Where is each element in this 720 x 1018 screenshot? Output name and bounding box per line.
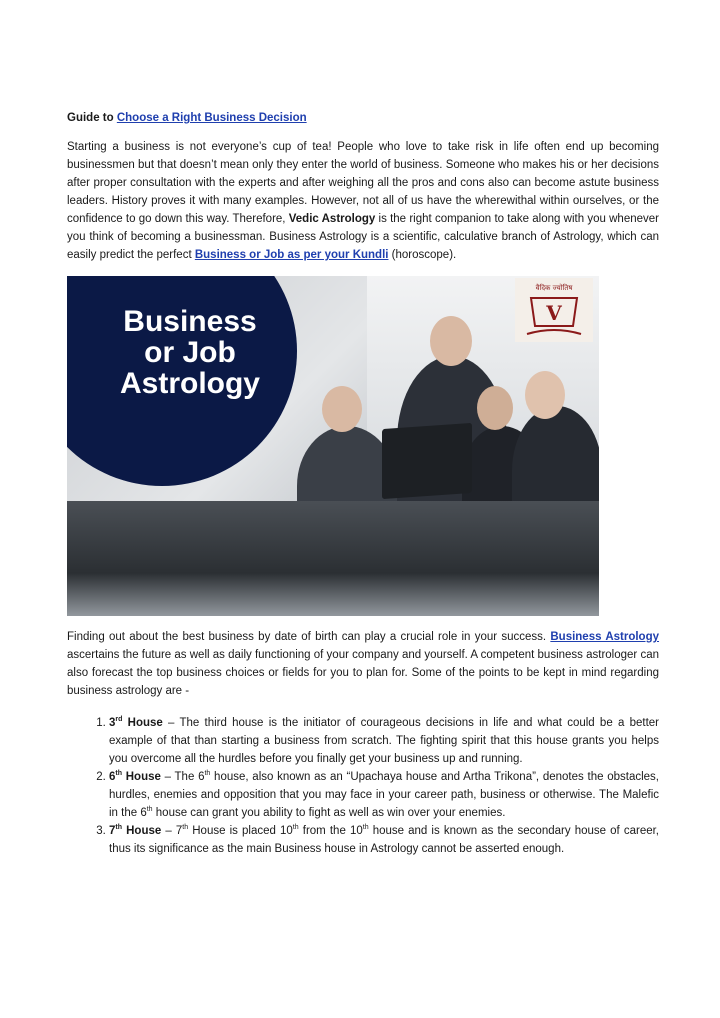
point-text: – The third house is the initiator of courageous decisions in life and what could be a better example of that than starting a business from scratch. The fighting spirit that this house grants you helps you overcome all the hurdles before you finally get your business up and running. bbox=[109, 717, 659, 765]
logo-wordmark: वैदिक ज्योतिष bbox=[535, 284, 573, 292]
list-item bbox=[109, 822, 659, 858]
point-text: – The 6th house, also known as an “Upachaya house and Artha Trikona”, denotes the obstacles, hurdles, enemies and opposition that you may face in your career path, business or otherwise. The Malefic in the 6th house can grant you ability to fight as well as win over your enemies. bbox=[109, 770, 659, 819]
business-or-job-kundli-link[interactable]: Business or Job as per your Kundli bbox=[194, 249, 389, 261]
point-title: 7th House bbox=[109, 824, 162, 837]
vedic-astrology-bold: Vedic Astrology bbox=[288, 213, 376, 225]
laptop bbox=[382, 423, 472, 499]
section2-text-2: ascertains the future as well as daily functioning of your company and yourself. A competent business astrologer can also forecast the top business choices or fields for you to plan for. Some of the points to be kept in mind regarding business astrology are - bbox=[67, 649, 659, 697]
list-item bbox=[109, 768, 659, 822]
conference-table bbox=[67, 501, 599, 616]
hero-title bbox=[85, 306, 295, 399]
intro-text-1: Starting a business is not everyone’s cup of tea! People who love to take risk in life often end up becoming businessmen but that doesn’t mean only they enter the world of business. Someone who makes his or her decisions after proper consultation with the experts and after weighing all the pros and cons also can become astute business leaders. History proves it with many examples. However, not all of us have the wherewithal within ourselves, or the confidence to go down this way. Therefore, bbox=[67, 141, 659, 225]
intro-text-2: is the right companion to take along with you whenever you think of becoming a businessman. Business Astrology is a scientific, calculative branch of Astrology, which can easily predict the perfect bbox=[67, 213, 659, 261]
heading-prefix: Guide to bbox=[67, 112, 117, 124]
business-astrology-link[interactable]: Business Astrology bbox=[550, 631, 660, 643]
guide-heading bbox=[67, 110, 659, 126]
business-astrology-paragraph bbox=[67, 628, 659, 700]
point-title: 3rd House bbox=[109, 716, 163, 729]
astrology-logo-icon bbox=[515, 278, 593, 342]
person-head bbox=[430, 316, 472, 366]
person-head bbox=[477, 386, 513, 430]
point-title: 6th House bbox=[109, 770, 161, 783]
house-points-list bbox=[67, 714, 659, 858]
document-page bbox=[67, 110, 659, 858]
point-text: – 7th House is placed 10th from the 10th house and is known as the secondary house of career, thus its significance as the main Business house in Astrology cannot be asserted enough. bbox=[109, 824, 660, 855]
section2-text-1: Finding out about the best business by date of birth can play a crucial role in your success. bbox=[67, 631, 551, 643]
person-head bbox=[322, 386, 362, 432]
hero-title-line-3: Astrology bbox=[119, 367, 260, 400]
hero-image bbox=[67, 276, 599, 616]
logo-monogram: V bbox=[546, 301, 562, 325]
intro-text-3: (horoscope). bbox=[388, 249, 457, 261]
hero-title-line-2: or Job bbox=[144, 336, 236, 369]
choose-business-decision-link[interactable]: Choose a Right Business Decision bbox=[116, 112, 307, 124]
hero-title-line-1: Business bbox=[123, 305, 257, 338]
list-item bbox=[109, 714, 659, 768]
person-head bbox=[525, 371, 565, 419]
intro-paragraph bbox=[67, 138, 659, 264]
